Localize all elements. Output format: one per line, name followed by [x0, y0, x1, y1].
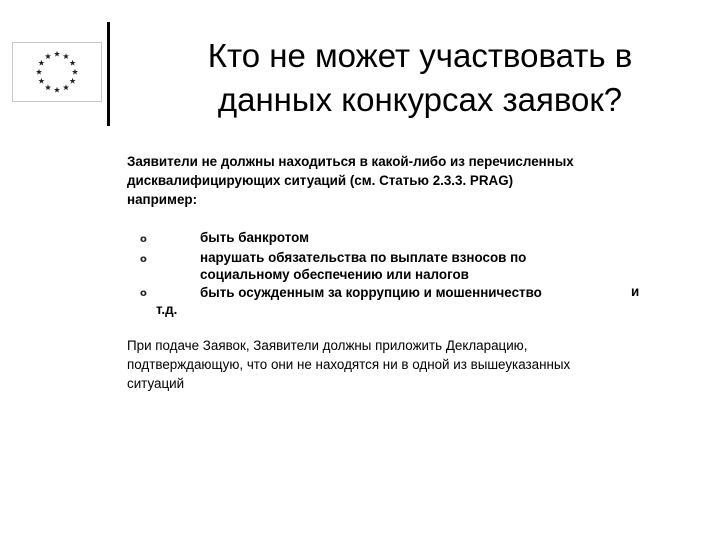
intro-line-2: дисквалифицирующих ситуаций (см. Статью 2.3.3. PRAG): [127, 173, 514, 188]
list-item: [200, 284, 670, 301]
bullet-marker-1: o: [140, 234, 147, 245]
eu-flag-icon: [12, 42, 102, 102]
star-icon: [63, 53, 69, 59]
star-icon: [45, 53, 51, 59]
intro-line-1: Заявители не должны находиться в какой-либо из перечисленных: [127, 154, 574, 169]
conjunction-text: и: [631, 284, 640, 299]
star-icon: [36, 69, 42, 75]
intro-paragraph: [127, 152, 687, 209]
star-icon: [54, 87, 60, 93]
star-icon: [70, 60, 76, 66]
list-item-text: быть осужденным за коррупцию и мошенничество: [200, 285, 542, 300]
eu-stars-circle: [13, 43, 101, 101]
bullet-marker-2: o: [140, 254, 147, 265]
footer-line-1: При подаче Заявок, Заявители должны приложить Декларацию,: [127, 338, 528, 353]
list-item-text: быть банкротом: [200, 230, 310, 245]
star-icon: [38, 78, 44, 84]
page-title: [150, 34, 690, 122]
star-icon: [63, 84, 69, 90]
star-icon: [38, 60, 44, 66]
footer-line-2: подтверждающую, что они не находятся ни в одной из вышеуказанных: [127, 357, 571, 372]
list-item-text: социальному обеспечению или налогов: [200, 267, 469, 282]
list-item: [200, 249, 670, 283]
intro-line-3: например:: [127, 192, 198, 207]
bullet-marker-3: o: [140, 288, 147, 299]
etc-text: т.д.: [156, 302, 178, 317]
title-line-2: данных конкурсах заявок?: [217, 81, 623, 118]
list-item: [200, 229, 670, 246]
title-divider: [107, 22, 110, 126]
star-icon: [72, 69, 78, 75]
star-icon: [54, 51, 60, 57]
star-icon: [45, 84, 51, 90]
title-line-1: Кто не может участвовать в: [207, 37, 633, 74]
star-icon: [70, 78, 76, 84]
list-item-text: нарушать обязательства по выплате взносов по: [200, 250, 527, 265]
footer-line-3: ситуаций: [127, 376, 185, 391]
footer-paragraph: [127, 336, 697, 393]
